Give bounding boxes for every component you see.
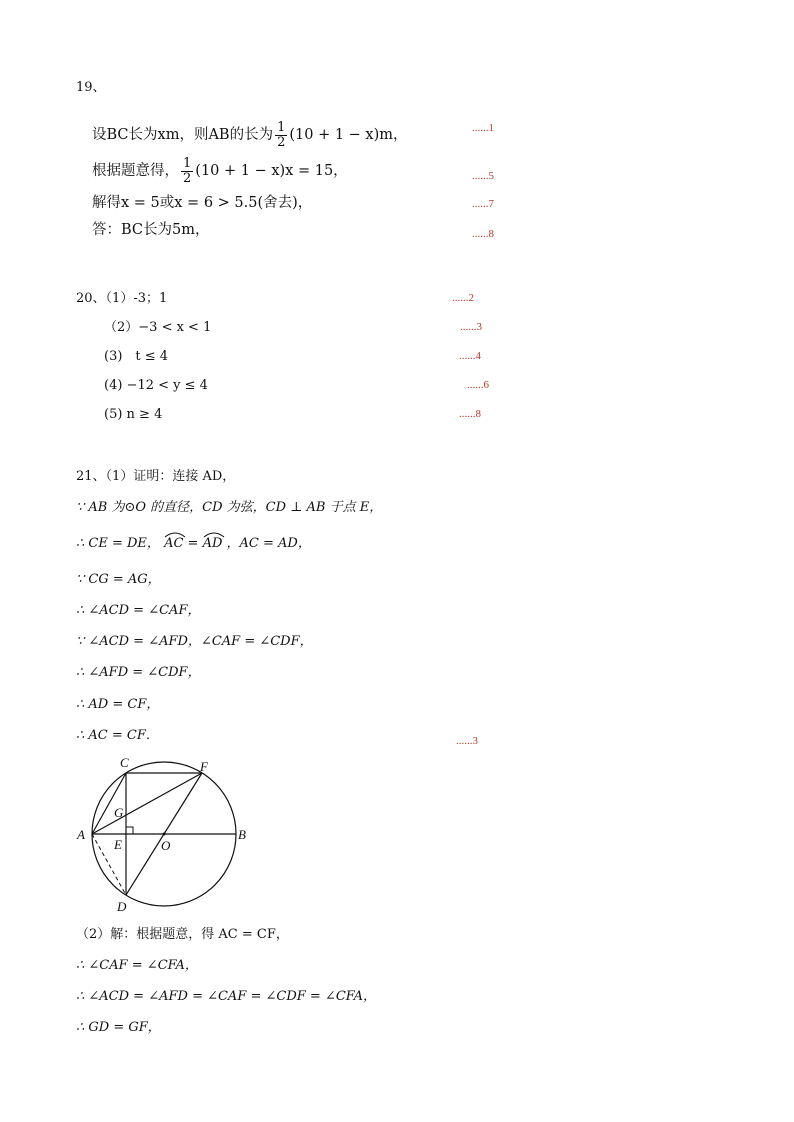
- q19-line2: [92, 154, 348, 188]
- q20-score-5: ......8: [459, 408, 481, 420]
- q19-number: 19、: [76, 80, 106, 95]
- label-f: F: [200, 759, 208, 774]
- q20-score-3: ......4: [459, 350, 481, 362]
- q21-line3: [76, 536, 311, 552]
- q21-score: ......3: [456, 735, 478, 747]
- label-b: B: [238, 827, 246, 842]
- q19-line2-text-a: 根据题意得，: [92, 163, 179, 179]
- q19-line3: 解得x = 5或x = 6 > 5.5(舍去)，: [92, 195, 313, 211]
- q21-line8: ∴ AD = CF，: [76, 697, 160, 712]
- q21-line3-b: ，AC = AD，: [226, 536, 311, 551]
- q21-line2: ∵ AB 为⊙O 的直径，CD 为弦，CD ⊥ AB 于点 E，: [76, 500, 383, 515]
- fraction-denominator: 2: [277, 134, 286, 150]
- q19-score-4: ......8: [472, 228, 494, 240]
- q20-score-4: ......6: [467, 379, 489, 391]
- fraction-numerator: 1: [277, 119, 286, 135]
- q20-line5: (5) n ≥ 4: [104, 407, 163, 422]
- right-angle-mark: [126, 827, 133, 834]
- label-c: C: [120, 755, 129, 770]
- q21-p2-line4: ∴ GD = GF，: [76, 1020, 161, 1035]
- q20-score-1: ......2: [452, 292, 474, 304]
- q21-line4: ∵ CG = AG，: [76, 572, 161, 587]
- q21-p2-line2: ∴ ∠CAF = ∠CFA，: [76, 958, 198, 973]
- q21-line5: ∴ ∠ACD = ∠CAF，: [76, 603, 201, 618]
- arc-ac: [164, 536, 183, 552]
- q21-line3-eq: =: [187, 536, 203, 551]
- q20-line1: 20、（1）-3；1: [76, 291, 168, 306]
- q19-score-2: ......5: [472, 170, 494, 182]
- label-e: E: [114, 837, 122, 852]
- arc-ad: [203, 536, 223, 552]
- fraction-denominator: 2: [183, 170, 192, 186]
- q21-line1: 21、（1）证明：连接 AD，: [76, 469, 236, 484]
- q20-line4: (4) −12 < y ≤ 4: [104, 378, 208, 393]
- q20-score-2: ......3: [460, 321, 482, 333]
- q21-line9: ∴ AC = CF．: [76, 728, 159, 743]
- q19-line1-fraction: [275, 121, 287, 150]
- q21-line3-a: ∴ CE = DE，: [76, 536, 160, 551]
- label-g: G: [114, 805, 124, 820]
- q19-line2-fraction: [181, 157, 193, 186]
- arc-symbol-icon: [203, 531, 225, 538]
- arc-ac-label: AC: [164, 536, 184, 551]
- arc-ad-label: AD: [202, 536, 223, 551]
- q21-line7: ∴ ∠AFD = ∠CDF，: [76, 665, 201, 680]
- label-o: O: [161, 838, 171, 853]
- q19-score-1: ......1: [472, 122, 494, 134]
- q19-line1-text-b: (10 + 1 − x)m，: [289, 127, 408, 143]
- q21-p2-line3: ∴ ∠ACD = ∠AFD = ∠CAF = ∠CDF = ∠CFA，: [76, 989, 377, 1004]
- arc-symbol-icon: [164, 531, 186, 538]
- fraction-numerator: 1: [183, 155, 192, 171]
- q21-p2-line1: （2）解：根据题意，得 AC = CF，: [76, 927, 289, 942]
- q19-line1: [92, 118, 408, 152]
- q20-line2: （2）−3 < x < 1: [104, 320, 212, 335]
- label-a: A: [77, 827, 85, 842]
- q21-line6: ∵ ∠ACD = ∠AFD，∠CAF = ∠CDF，: [76, 634, 313, 649]
- circle-geometry-figure: [72, 755, 272, 915]
- label-d: D: [117, 899, 127, 914]
- center-point: [163, 833, 166, 836]
- q19-line1-text-a: 设BC长为xm，则AB的长为: [92, 127, 274, 143]
- q19-line2-text-b: (10 + 1 − x)x = 15，: [195, 163, 348, 179]
- q19-score-3: ......7: [472, 198, 494, 210]
- q19-line4: 答：BC长为5m，: [92, 222, 210, 238]
- q20-line3: (3) t ≤ 4: [104, 349, 169, 364]
